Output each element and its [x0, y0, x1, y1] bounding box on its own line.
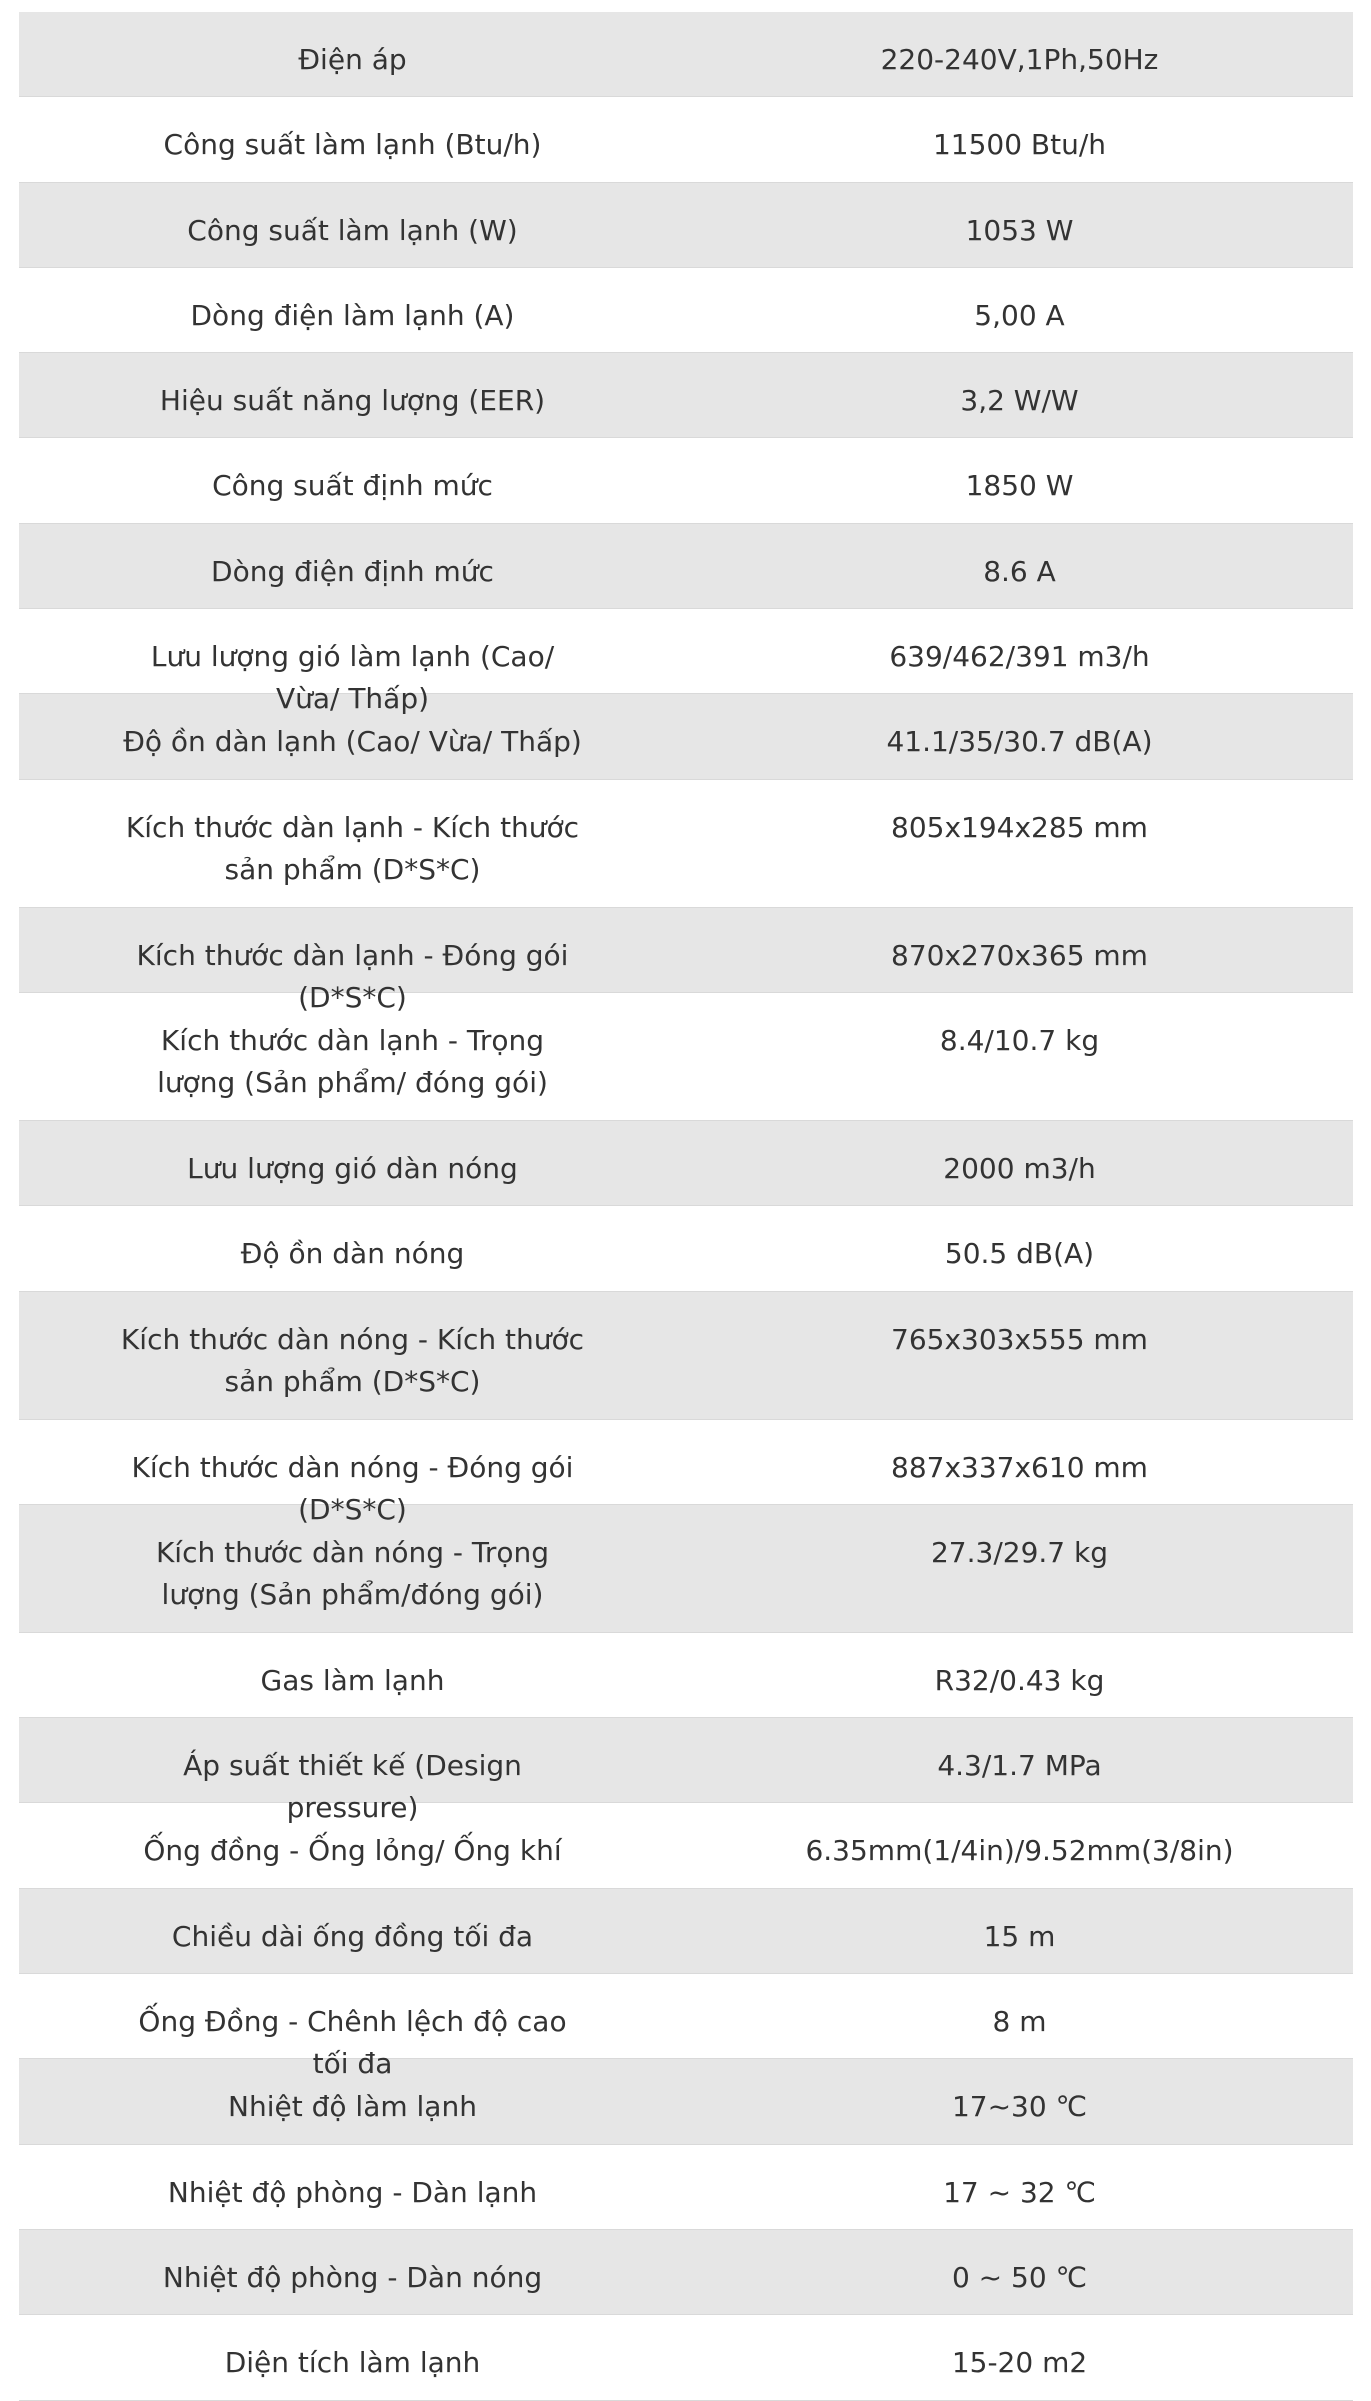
spec-value: 639/462/391 m3/h — [889, 640, 1150, 674]
spec-label: Ống đồng - Ống lỏng/ Ống khí — [143, 1834, 562, 1868]
spec-row — [19, 1889, 1353, 1974]
spec-value: 4.3/1.7 MPa — [937, 1749, 1102, 1783]
spec-row — [19, 1292, 1353, 1420]
spec-label: Nhiệt độ làm lạnh — [228, 2090, 477, 2124]
spec-label: Nhiệt độ phòng - Dàn lạnh — [167, 2175, 538, 2209]
spec-row — [19, 2145, 1353, 2230]
spec-row — [19, 609, 1353, 716]
spec-label: Diện tích làm lạnh — [224, 2346, 481, 2380]
spec-label: Hiệu suất năng lượng (EER) — [159, 384, 546, 418]
spec-label: Chiều dài ống đồng tối đa — [171, 1919, 534, 1953]
spec-row — [19, 1206, 1353, 1291]
spec-label: Kích thước dàn lạnh - Kích thước sản phẩm (D*S*C) — [125, 810, 580, 886]
spec-label: Áp suất thiết kế (Design pressure) — [183, 1749, 522, 1825]
spec-row — [19, 97, 1353, 182]
spec-value: 805x194x285 mm — [891, 810, 1148, 844]
spec-value: 3,2 W/W — [960, 384, 1079, 418]
spec-value: 15-20 m2 — [951, 2346, 1088, 2380]
spec-label: Công suất định mức — [212, 469, 493, 503]
spec-row — [19, 12, 1353, 97]
spec-label: Dòng điện làm lạnh (A) — [190, 298, 515, 332]
spec-value: 11500 Btu/h — [932, 128, 1107, 162]
spec-value: 41.1/35/30.7 dB(A) — [886, 725, 1153, 759]
spec-value: 17 ~ 32 ℃ — [943, 2175, 1096, 2209]
spec-value: 17~30 ℃ — [951, 2090, 1088, 2124]
spec-row — [19, 183, 1353, 268]
spec-label: Độ ồn dàn lạnh (Cao/ Vừa/ Thấp) — [123, 725, 582, 759]
spec-table — [19, 12, 1353, 2401]
spec-value: 15 m — [983, 1919, 1056, 1953]
spec-row — [19, 1974, 1353, 2081]
spec-value: 0 ~ 50 ℃ — [951, 2260, 1088, 2294]
spec-value: 765x303x555 mm — [891, 1322, 1148, 1356]
spec-value: 220-240V,1Ph,50Hz — [880, 43, 1159, 76]
spec-label: Kích thước dàn nóng - Kích thước sản phẩm (D*S*C) — [120, 1322, 585, 1398]
spec-value: 870x270x365 mm — [891, 938, 1148, 972]
spec-value: 2000 m3/h — [943, 1151, 1096, 1185]
spec-label: Công suất làm lạnh (W) — [187, 213, 518, 247]
spec-value: 1053 W — [965, 213, 1074, 247]
spec-row — [19, 268, 1353, 353]
spec-value: 5,00 A — [974, 298, 1065, 332]
spec-label: Kích thước dàn lạnh - Trọng lượng (Sản phẩm/ đóng gói) — [157, 1023, 548, 1099]
spec-label: Kích thước dàn nóng - Trọng lượng (Sản phẩm/đóng gói) — [155, 1535, 550, 1611]
spec-value: 8.6 A — [983, 554, 1056, 588]
spec-value: 50.5 dB(A) — [944, 1237, 1095, 1271]
spec-value: 1850 W — [965, 469, 1074, 503]
spec-label: Dòng điện định mức — [211, 554, 494, 588]
spec-label: Công suất làm lạnh (Btu/h) — [163, 128, 542, 162]
spec-label: Độ ồn dàn nóng — [240, 1237, 465, 1271]
spec-row — [19, 1633, 1353, 1718]
spec-label: Lưu lượng gió làm lạnh (Cao/ Vừa/ Thấp) — [150, 640, 555, 716]
spec-row — [19, 1718, 1353, 1825]
spec-row — [19, 2230, 1353, 2315]
spec-label: Ống Đồng - Chênh lệch độ cao tối đa — [138, 2005, 567, 2081]
spec-label: Lưu lượng gió dàn nóng — [187, 1151, 518, 1185]
spec-value: 27.3/29.7 kg — [930, 1535, 1108, 1569]
spec-label: Nhiệt độ phòng - Dàn nóng — [162, 2260, 543, 2294]
spec-row — [19, 2315, 1353, 2400]
spec-label: Kích thước dàn nóng - Đóng gói (D*S*C) — [131, 1450, 574, 1526]
spec-value: 6.35mm(1/4in)/9.52mm(3/8in) — [805, 1834, 1234, 1868]
spec-value: 8.4/10.7 kg — [939, 1023, 1100, 1057]
spec-row — [19, 438, 1353, 523]
spec-value: 8 m — [992, 2005, 1047, 2039]
spec-row — [19, 524, 1353, 609]
spec-label: Gas làm lạnh — [260, 1663, 445, 1697]
spec-value: R32/0.43 kg — [934, 1663, 1105, 1697]
spec-label: Điện áp — [298, 43, 407, 76]
spec-row — [19, 1420, 1353, 1526]
spec-row — [19, 1121, 1353, 1206]
spec-label: Kích thước dàn lạnh - Đóng gói (D*S*C) — [136, 938, 569, 1014]
spec-row — [19, 908, 1353, 1014]
spec-row — [19, 353, 1353, 438]
spec-row — [19, 780, 1353, 908]
spec-value: 887x337x610 mm — [891, 1450, 1148, 1484]
